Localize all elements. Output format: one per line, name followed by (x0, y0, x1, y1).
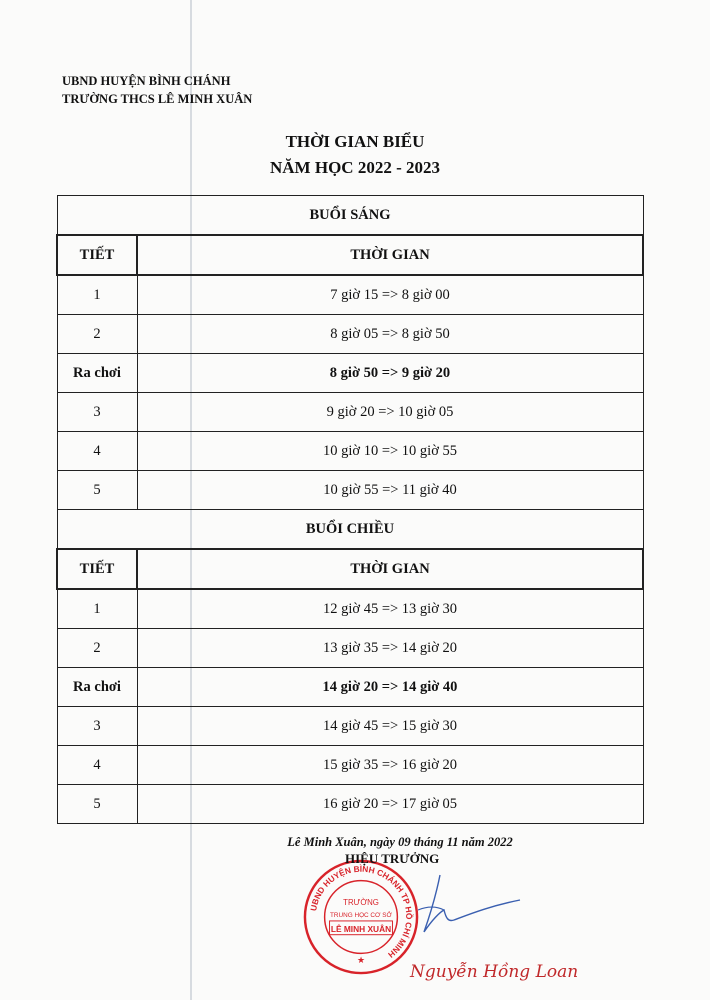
period-cell: 5 (57, 471, 137, 510)
period-cell: 2 (57, 629, 137, 668)
break-row (57, 354, 643, 393)
period-cell: 3 (57, 393, 137, 432)
table-row (57, 432, 643, 471)
seal-star-icon: ★ (357, 955, 365, 966)
time-cell: 9 giờ 20 => 10 giờ 05 (137, 393, 643, 432)
section-row-morning (57, 196, 643, 236)
table-row (57, 707, 643, 746)
table-row (57, 275, 643, 315)
section-title-morning: BUỔI SÁNG (57, 196, 643, 236)
table-row (57, 393, 643, 432)
seal-center-line-3: LÊ MINH XUÂN (330, 923, 392, 934)
time-cell: 10 giờ 55 => 11 giờ 40 (137, 471, 643, 510)
header-row-morning (57, 235, 643, 275)
period-cell: 3 (57, 707, 137, 746)
time-cell: 14 giờ 20 => 14 giờ 40 (137, 668, 643, 707)
seal-center-line-1: TRƯỜNG (343, 898, 379, 908)
table-row (57, 315, 643, 354)
seal-center-line-2: TRUNG HỌC CƠ SỞ (330, 912, 392, 919)
school-seal-stamp (302, 858, 420, 976)
period-cell: Ra chơi (57, 668, 137, 707)
col-header-period: TIẾT (57, 235, 137, 275)
org-line-2: TRƯỜNG THCS LÊ MINH XUÂN (62, 92, 253, 106)
signer-name: Nguyễn Hồng Loan (410, 962, 579, 982)
time-cell: 14 giờ 45 => 15 giờ 30 (137, 707, 643, 746)
period-cell: Ra chơi (57, 354, 137, 393)
handwritten-signature (410, 870, 530, 940)
time-cell: 15 giờ 35 => 16 giờ 20 (137, 746, 643, 785)
col-header-time: THỜI GIAN (137, 549, 643, 589)
document-title: THỜI GIAN BIỂU (285, 132, 425, 151)
time-cell: 13 giờ 35 => 14 giờ 20 (137, 629, 643, 668)
table-row (57, 785, 643, 824)
period-cell: 1 (57, 589, 137, 629)
col-header-period: TIẾT (57, 549, 137, 589)
table-row (57, 471, 643, 510)
organization-header (62, 72, 252, 108)
place-date: Lê Minh Xuân, ngày 09 tháng 11 năm 2022 (287, 835, 513, 849)
table-row (57, 746, 643, 785)
header-row-afternoon (57, 549, 643, 589)
col-header-time: THỜI GIAN (137, 235, 643, 275)
signer-role: HIỆU TRƯỞNG (345, 851, 440, 866)
time-cell: 7 giờ 15 => 8 giờ 00 (137, 275, 643, 315)
time-cell: 8 giờ 05 => 8 giờ 50 (137, 315, 643, 354)
break-row (57, 668, 643, 707)
period-cell: 4 (57, 746, 137, 785)
timetable (56, 195, 644, 824)
time-cell: 10 giờ 10 => 10 giờ 55 (137, 432, 643, 471)
org-line-1: UBND HUYỆN BÌNH CHÁNH (62, 74, 231, 88)
section-title-afternoon: BUỔI CHIỀU (57, 510, 643, 550)
time-cell: 16 giờ 20 => 17 giờ 05 (137, 785, 643, 824)
period-cell: 1 (57, 275, 137, 315)
table-row (57, 589, 643, 629)
table-row (57, 629, 643, 668)
seal-ring-text: UBND HUYỆN BÌNH CHÁNH TP HỒ CHÍ MINH (308, 863, 415, 961)
time-cell: 12 giờ 45 => 13 giờ 30 (137, 589, 643, 629)
school-year: NĂM HỌC 2022 - 2023 (270, 158, 440, 177)
period-cell: 2 (57, 315, 137, 354)
time-cell: 8 giờ 50 => 9 giờ 20 (137, 354, 643, 393)
section-row-afternoon (57, 510, 643, 550)
period-cell: 5 (57, 785, 137, 824)
period-cell: 4 (57, 432, 137, 471)
